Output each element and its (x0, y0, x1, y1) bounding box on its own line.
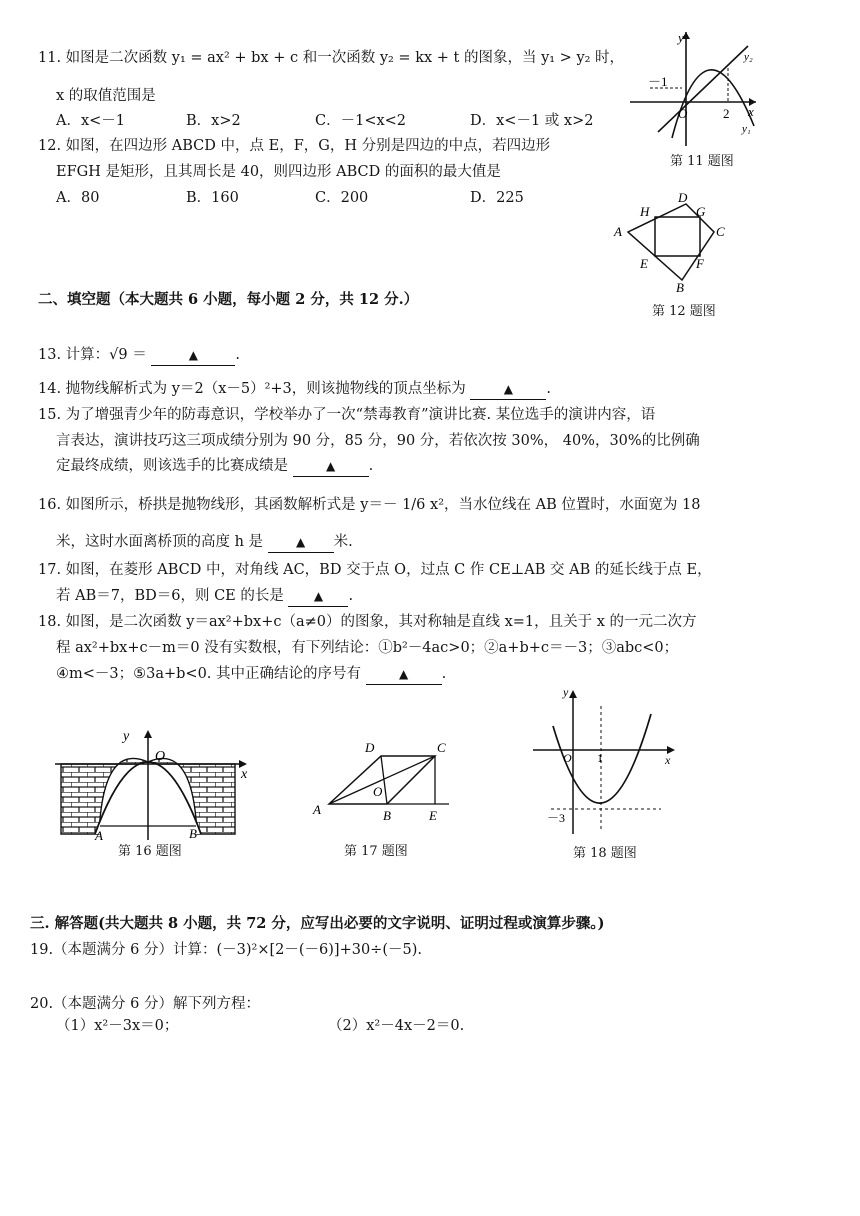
q14-text: 14. 抛物线解析式为 y＝2（x－5）²+3，则该抛物线的顶点坐标为 (38, 381, 466, 397)
fig11-y-label: y (678, 30, 684, 45)
fig12-label-a: A (614, 224, 622, 239)
fig16-label-a: A (95, 828, 103, 843)
q18-line3: ④m<－3；⑤3a+b<0. 其中正确结论的序号有 ▲ . (56, 664, 446, 685)
figure-18 (533, 686, 683, 836)
q17-blank (288, 586, 348, 607)
fig12-label-g: G (696, 204, 706, 219)
fig12-label-h: H (640, 204, 650, 219)
fig17-label-e: E (429, 808, 437, 823)
figure-11 (630, 28, 760, 148)
q11-option-b: B．x>2 (186, 113, 241, 129)
blank-triangle-icon: ▲ (296, 535, 306, 549)
q11-line2: x 的取值范围是 (56, 88, 156, 104)
q12-option-c: C．200 (315, 190, 369, 206)
fig11-y2-label: y₂ (744, 51, 753, 63)
q14: 14. 抛物线解析式为 y＝2（x－5）²+3，则该抛物线的顶点坐标为 ▲ . (38, 379, 551, 400)
q13-blank (151, 345, 235, 366)
q17-line2: 若 AB＝7，BD＝6，则 CE 的长是 ▲ . (56, 586, 353, 607)
q16-line2: 米，这时水面离桥顶的高度 h 是 ▲ 米. (56, 532, 353, 553)
fig17-label-o: O (373, 784, 383, 799)
q12-line1: 12. 如图，在四边形 ABCD 中，点 E，F，G，H 分别是四边的中点，若四边形 (38, 138, 551, 154)
q12-option-b: B．160 (186, 190, 239, 206)
blank-triangle-icon: ▲ (503, 382, 514, 396)
q11-option-a: A．x<－1 (56, 113, 126, 129)
q12-option-d: D．225 (470, 190, 524, 206)
fig17-label-d: D (365, 740, 375, 755)
fig11-y1-label: y₁ (742, 123, 751, 135)
blank-triangle-icon: ▲ (399, 667, 409, 681)
fig11-x-label: x (748, 104, 754, 119)
fig18-y-label: y (563, 686, 569, 699)
blank-triangle-icon: ▲ (188, 348, 198, 362)
figure-12-caption: 第 12 题图 (652, 304, 716, 319)
q15-line1: 15. 为了增强青少年的防毒意识，学校举办了一次“禁毒教育”演讲比赛. 某位选手的演讲内容，语 (38, 407, 656, 423)
fig12-label-d: D (678, 190, 688, 205)
q11-option-c: C．－1<x<2 (315, 113, 407, 129)
figure-16-caption: 第 16 题图 (118, 844, 182, 859)
section2-heading: 二、填空题（本大题共 6 小题，每小题 2 分，共 12 分.） (38, 291, 419, 308)
q19: 19.（本题满分 6 分）计算：(－3)²×[2－(－6)]+30÷(－5). (30, 942, 422, 958)
fig16-x-label: x (241, 767, 248, 782)
q15-blank (293, 456, 369, 477)
fig12-label-c: C (716, 224, 725, 239)
figure-18-caption: 第 18 题图 (573, 846, 637, 861)
figure-12 (610, 188, 730, 293)
q11-line1: 11. 如图是二次函数 y₁ = ax² + bx + c 和一次函数 y₂ = kx + t 的图象，当 y₁ > y₂ 时， (38, 50, 625, 66)
fig12-label-e: E (640, 256, 648, 271)
q18-line1: 18. 如图，是二次函数 y＝ax²+bx+c（a≠0）的图象，其对称轴是直线 x=1，且关于 x 的一元二次方 (38, 614, 697, 630)
q13-text: 13. 计算：√9 ＝ (38, 347, 147, 363)
fig16-origin-label: O (155, 749, 166, 764)
q18-line2: 程 ax²+bx+c－m＝0 没有实数根，有下列结论：①b²－4ac>0；②a+b+c＝－3；③abc<0； (56, 640, 679, 656)
q14-blank (470, 379, 546, 400)
q13: 13. 计算：√9 ＝ ▲ . (38, 345, 240, 366)
fig17-label-b: B (383, 808, 391, 823)
fig18-neg3-label: －3 (547, 811, 566, 825)
fig18-one-label: 1 (597, 751, 603, 765)
q20-part2: （2）x²－4x－2＝0. (328, 1018, 465, 1034)
q15-line2: 言表达，演讲技巧这三项成绩分别为 90 分，85 分，90 分，若依次按 30%， 40%，30%的比例确 (56, 433, 700, 449)
q16-blank (268, 532, 334, 553)
fig17-label-c: C (437, 740, 446, 755)
figure-16 (55, 722, 270, 844)
fig17-label-a: A (313, 802, 321, 817)
fig12-label-b: B (676, 280, 684, 293)
fig16-label-b: B (189, 826, 197, 841)
fig11-neg1-label: －1 (648, 74, 668, 89)
fig12-label-f: F (696, 256, 704, 271)
q15-line3: 定最终成绩，则该选手的比赛成绩是 ▲ . (56, 456, 373, 477)
q18-blank (366, 664, 442, 685)
q20-part1: （1）x²－3x＝0； (56, 1018, 179, 1034)
fig16-y-label: y (123, 729, 130, 744)
section3-heading: 三. 解答题(共大题共 8 小题，共 72 分，应写出必要的文字说明、证明过程或演算步骤。) (30, 915, 605, 932)
figure-11-caption: 第 11 题图 (670, 154, 734, 169)
fig18-x-label: x (665, 753, 671, 767)
q12-option-a: A．80 (56, 190, 100, 206)
q12-line2: EFGH 是矩形，且其周长是 40，则四边形 ABCD 的面积的最大值是 (56, 164, 501, 180)
blank-triangle-icon: ▲ (325, 459, 336, 473)
blank-triangle-icon: ▲ (313, 589, 324, 603)
figure-17-caption: 第 17 题图 (344, 844, 408, 859)
fig11-origin-label: O (678, 106, 688, 121)
fig11-two-label: 2 (723, 106, 730, 121)
q20: 20.（本题满分 6 分）解下列方程： (30, 996, 261, 1012)
q11-option-d: D．x<－1 或 x>2 (470, 113, 594, 129)
fig18-origin-label: O (563, 751, 572, 765)
figure-17 (305, 736, 470, 832)
q16-line1: 16. 如图所示，桥拱是抛物线形，其函数解析式是 y＝－ 1/6 x²，当水位线在 AB 位置时，水面宽为 18 (38, 497, 701, 513)
q17-line1: 17. 如图，在菱形 ABCD 中，对角线 AC，BD 交于点 O，过点 C 作 CE⊥AB 交 AB 的延长线于点 E， (38, 562, 712, 578)
